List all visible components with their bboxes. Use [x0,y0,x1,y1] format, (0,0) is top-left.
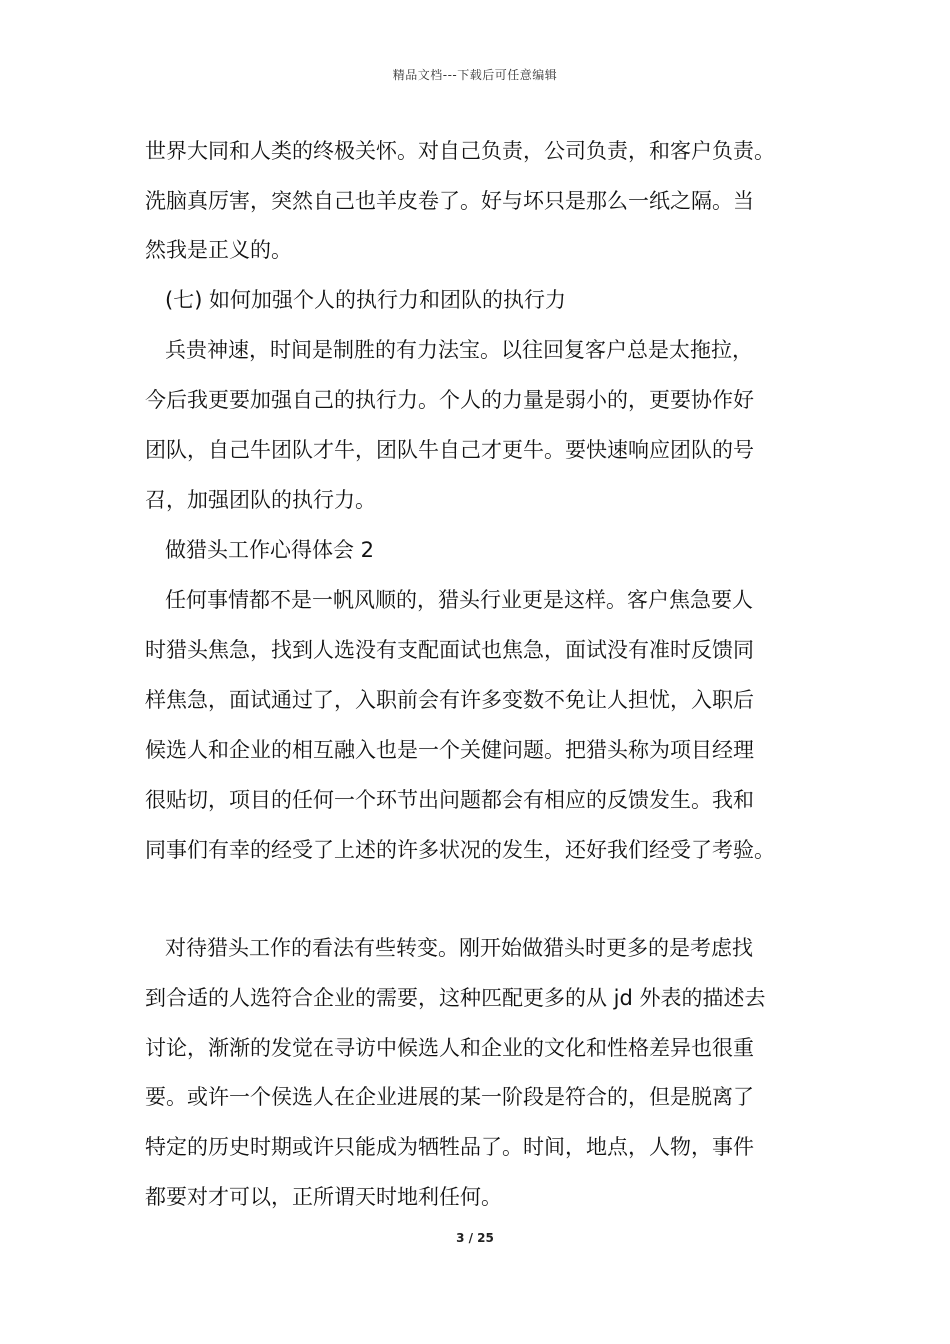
body-line: 对待猎头工作的看法有些转变。刚开始做猎头时更多的是考虑找 [165,936,753,960]
page-header: 精品文档---下载后可任意编辑 [392,68,558,82]
body-line: 讨论，渐渐的发觉在寻访中候选人和企业的文化和性格差异也很重 [145,1036,754,1060]
body-line: 世界大同和人类的终极关怀。对自己负责，公司负责，和客户负责。 [145,139,775,163]
body-line: 召，加强团队的执行力。 [145,488,376,512]
body-line: 同事们有幸的经受了上述的许多状况的发生，还好我们经受了考验。 [145,838,775,862]
body-line: 特定的历史时期或许只能成为牺牲品了。时间，地点，人物，事件 [145,1135,754,1159]
body-line: 兵贵神速，时间是制胜的有力法宝。以往回复客户总是太拖拉， [165,338,753,362]
body-line: 然我是正义的。 [145,238,292,262]
body-line: 洗脑真厉害，突然自己也羊皮卷了。好与坏只是那么一纸之隔。当 [145,189,754,213]
section-heading: (七) 如何加强个人的执行力和团队的执行力 [165,288,567,312]
page-number: 3 / 25 [456,1231,494,1245]
body-line: 到合适的人选符合企业的需要，这种匹配更多的从 jd 外表的描述去 [145,986,766,1010]
body-line: 要。或许一个侯选人在企业进展的某一阶段是符合的，但是脱离了 [145,1085,754,1109]
body-line: 任何事情都不是一帆风顺的，猎头行业更是这样。客户焦急要人 [165,588,753,612]
body-line: 很贴切，项目的任何一个环节出问题都会有相应的反馈发生。我和 [145,788,754,812]
body-line: 都要对才可以，正所谓天时地利任何。 [145,1185,502,1209]
body-line: 今后我更要加强自己的执行力。个人的力量是弱小的，更要协作好 [145,388,754,412]
body-line: 样焦急，面试通过了，入职前会有许多变数不免让人担忧，入职后 [145,688,754,712]
body-line: 团队，自己牛团队才牛，团队牛自己才更牛。要快速响应团队的号 [145,438,754,462]
body-line: 候选人和企业的相互融入也是一个关健问题。把猎头称为项目经理 [145,738,754,762]
section-title: 做猎头工作心得体会 2 [165,538,375,562]
body-line: 时猎头焦急，找到人选没有支配面试也焦急，面试没有准时反馈同 [145,638,754,662]
